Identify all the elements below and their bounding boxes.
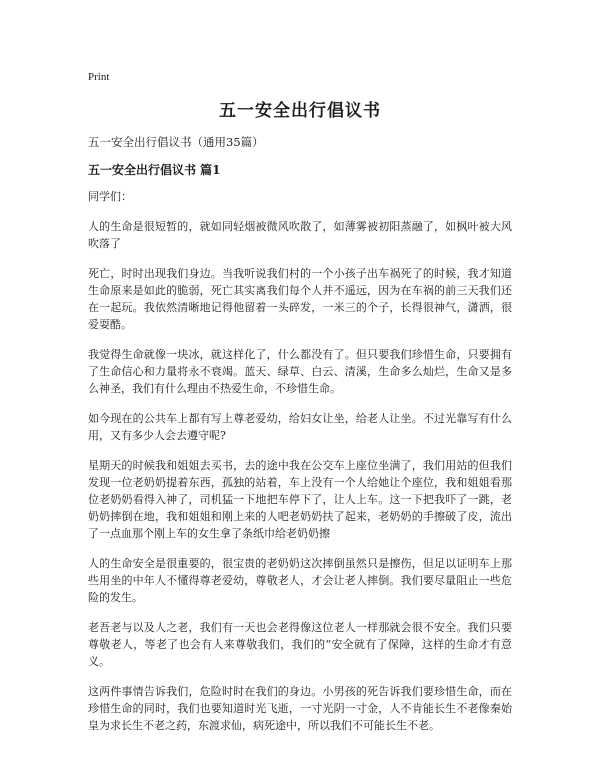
paragraph-7: 老吾老与以及人之老，我们有一天也会老得像这位老人一样那就会很不安全。我们只要尊敬老人，等老了也会有人来尊敬我们，我们的“安全就有了保障，这样的生命才有意义。 — [88, 621, 512, 668]
paragraph-4: 如今现在的公共车上都有写上尊老爱幼，给妇女让坐，给老人让坐。不过光靠写有什么用，又有多少人会去遵守呢? — [88, 412, 512, 442]
paragraph-1: 人的生命是很短暂的，就如同轻烟被微风吹散了，如薄雾被初阳蒸融了，如枫叶被大风吹落了 — [88, 220, 512, 250]
paragraph-5: 星期天的时候我和姐姐去买书，去的途中我在公交车上座位坐满了，我们用站的但我们发现一位老奶奶提着东西，孤独的站着，车上没有一个人给她让个座位，我和姐姐看那位老奶奶看得入神了，司机猛一下地把车停下了，让人上车。这一下把我吓了一跳，老奶奶摔倒在地，我和姐姐和刚上来的人吧老奶奶扶了起来，老奶奶的手擦破了皮，流出了一点血那个刚上车的女生拿了条纸巾给老奶奶擦 — [88, 459, 512, 540]
paragraph-2: 死亡，时时出现我们身边。当我听说我们村的一个小孩子出车祸死了的时候，我才知道生命原来是如此的脆弱，死亡其实离我们每个人并不遥远，因为在车祸的前三天我们还在一起玩。我依然清晰地记得他留着一头碎发，一米三的个子，长得很神气，潇洒，很爱耍酷。 — [88, 267, 512, 331]
paragraph-3: 我觉得生命就像一块冰，就这样化了，什么都没有了。但只要我们珍惜生命，只要拥有了生命信心和力量将永不衰竭。蓝天、绿草、白云、清溪，生命多么灿烂，生命又是多么神圣，我们有什么理由不热爱生命，不珍惜生命。 — [88, 348, 512, 395]
print-label[interactable]: Print — [88, 71, 110, 83]
paragraph-6: 人的生命安全是很重要的，很宝贵的老奶奶这次摔倒虽然只是擦伤，但足以证明车上那些用坐的中年人不懂得尊老爱幼，尊敬老人，才会让老人摔倒。我们要尽量阻止一些危险的发生。 — [88, 557, 512, 604]
document-subtitle: 五一安全出行倡议书（通用35篇） — [88, 135, 264, 149]
paragraph-8: 这两件事情告诉我们，危险时时在我们的身边。小男孩的死告诉我们要珍惜生命，而在珍惜生命的同时，我们也要知道时光飞逝，一寸光阴一寸金，人不肯能长生不老像秦始皇为求长生不老之药，东渡求仙，病死途中，所以我们不可能长生不老。 — [88, 685, 512, 732]
section-title: 五一安全出行倡议书 篇1 — [88, 163, 221, 177]
document-title: 五一安全出行倡议书 — [219, 101, 381, 121]
document-page — [88, 70, 512, 747]
greeting: 同学们： — [88, 190, 132, 203]
